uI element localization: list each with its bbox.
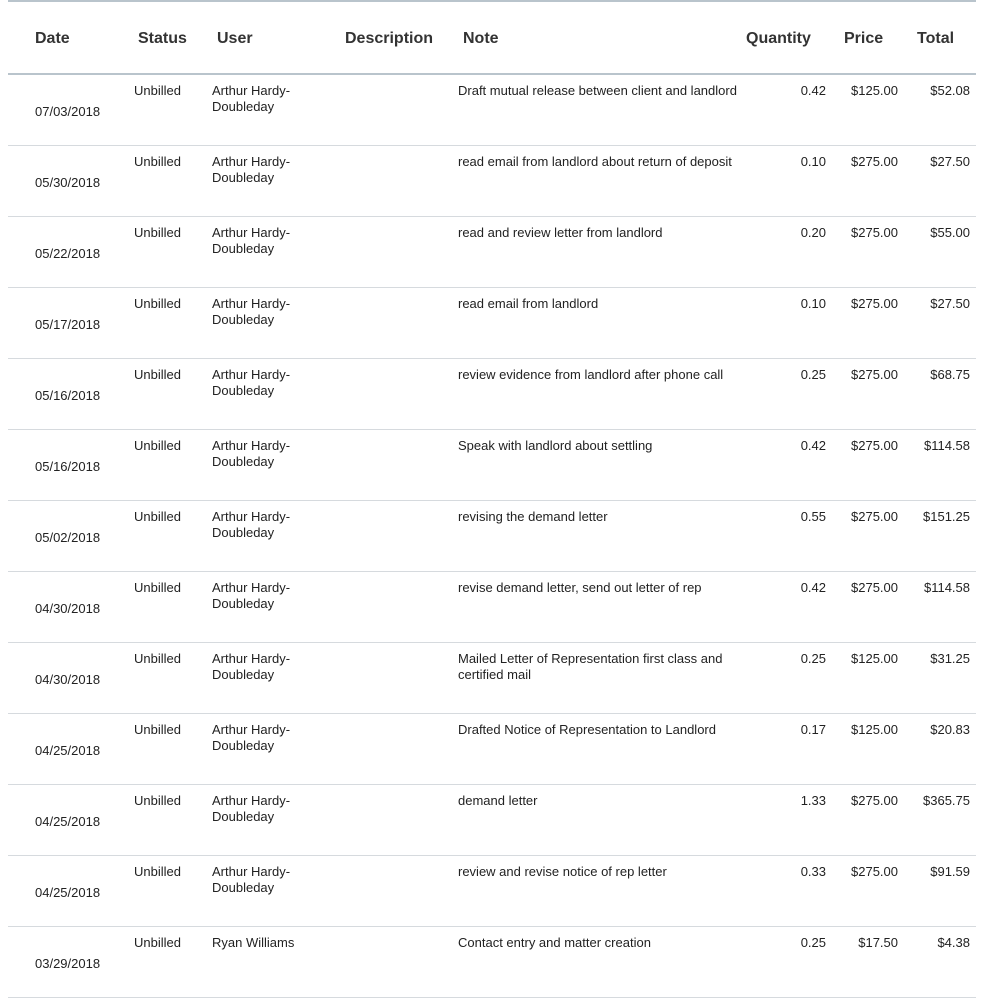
cell-total: $20.83 (930, 722, 970, 737)
cell-status: Unbilled (134, 793, 181, 808)
cell-user: Arthur Hardy-Doubleday (212, 722, 291, 753)
cell-price: $17.50 (858, 935, 898, 950)
cell-price: $275.00 (851, 580, 898, 595)
cell-note: Speak with landlord about settling (458, 438, 653, 453)
cell-note: revising the demand letter (458, 509, 608, 524)
table-row[interactable] (8, 288, 976, 359)
cell-quantity: 0.25 (800, 935, 826, 950)
cell-price: $275.00 (851, 225, 898, 240)
cell-note: Mailed Letter of Representation first class and certified mail (458, 651, 723, 682)
cell-status: Unbilled (134, 296, 181, 311)
cell-user: Arthur Hardy-Doubleday (212, 367, 291, 398)
cell-total: $114.58 (923, 438, 970, 453)
cell-quantity: 0.25 (800, 651, 826, 666)
table-row[interactable] (8, 643, 976, 714)
cell-user: Arthur Hardy-Doubleday (212, 651, 291, 682)
cell-quantity: 0.17 (800, 722, 826, 737)
cell-note: read email from landlord about return of deposit (458, 154, 732, 169)
cell-status: Unbilled (134, 438, 181, 453)
table-row[interactable] (8, 856, 976, 927)
cell-total: $151.25 (923, 509, 970, 524)
table-row[interactable] (8, 217, 976, 288)
cell-status: Unbilled (134, 83, 181, 98)
cell-total: $31.25 (930, 651, 970, 666)
cell-quantity: 0.42 (800, 438, 826, 453)
cell-date: 04/25/2018 (35, 885, 101, 900)
cell-note: revise demand letter, send out letter of rep (458, 580, 702, 595)
cell-status: Unbilled (134, 864, 181, 879)
cell-note: read email from landlord (458, 296, 599, 311)
cell-price: $275.00 (851, 793, 898, 808)
column-header-price[interactable]: Price (844, 30, 884, 47)
cell-user: Arthur Hardy-Doubleday (212, 864, 291, 895)
cell-user: Arthur Hardy-Doubleday (212, 580, 291, 611)
column-header-quantity[interactable]: Quantity (746, 30, 811, 47)
column-header-date[interactable]: Date (35, 30, 70, 47)
cell-date: 07/03/2018 (35, 104, 101, 119)
cell-date: 03/29/2018 (35, 956, 101, 971)
cell-date: 04/25/2018 (35, 743, 101, 758)
cell-user: Ryan Williams (212, 935, 295, 950)
cell-status: Unbilled (134, 722, 181, 737)
cell-price: $125.00 (851, 651, 898, 666)
cell-status: Unbilled (134, 509, 181, 524)
table-header (8, 2, 976, 75)
cell-quantity: 0.25 (800, 367, 826, 382)
table-body (8, 75, 976, 998)
cell-status: Unbilled (134, 367, 181, 382)
cell-date: 04/30/2018 (35, 601, 101, 616)
cell-quantity: 0.10 (800, 154, 826, 169)
cell-date: 05/17/2018 (35, 317, 101, 332)
column-header-total[interactable]: Total (917, 30, 955, 47)
cell-user: Arthur Hardy-Doubleday (212, 438, 291, 469)
cell-status: Unbilled (134, 935, 181, 950)
cell-price: $275.00 (851, 864, 898, 879)
cell-total: $4.38 (937, 935, 970, 950)
cell-total: $27.50 (930, 154, 970, 169)
cell-user: Arthur Hardy-Doubleday (212, 296, 291, 327)
cell-quantity: 0.42 (800, 83, 826, 98)
cell-price: $275.00 (851, 509, 898, 524)
cell-note: demand letter (458, 793, 538, 808)
table-row[interactable] (8, 785, 976, 856)
table-row[interactable] (8, 501, 976, 572)
cell-price: $275.00 (851, 367, 898, 382)
cell-note: review evidence from landlord after phone call (458, 367, 724, 382)
cell-note: review and revise notice of rep letter (458, 864, 667, 879)
cell-date: 05/02/2018 (35, 530, 101, 545)
cell-user: Arthur Hardy-Doubleday (212, 83, 291, 114)
table-row[interactable] (8, 430, 976, 501)
cell-total: $91.59 (930, 864, 970, 879)
cell-total: $365.75 (923, 793, 970, 808)
cell-status: Unbilled (134, 154, 181, 169)
cell-user: Arthur Hardy-Doubleday (212, 225, 291, 256)
cell-date: 05/16/2018 (35, 459, 101, 474)
cell-status: Unbilled (134, 651, 181, 666)
table-row[interactable] (8, 146, 976, 217)
cell-note: Drafted Notice of Representation to Landlord (458, 722, 716, 737)
cell-user: Arthur Hardy-Doubleday (212, 793, 291, 824)
cell-price: $275.00 (851, 154, 898, 169)
cell-note: read and review letter from landlord (458, 225, 663, 240)
cell-status: Unbilled (134, 225, 181, 240)
table-row[interactable] (8, 927, 976, 998)
cell-price: $275.00 (851, 438, 898, 453)
cell-quantity: 1.33 (800, 793, 826, 808)
column-header-status[interactable]: Status (138, 30, 187, 47)
cell-status: Unbilled (134, 580, 181, 595)
cell-date: 05/30/2018 (35, 175, 101, 190)
cell-quantity: 0.42 (800, 580, 826, 595)
cell-user: Arthur Hardy-Doubleday (212, 154, 291, 185)
cell-quantity: 0.20 (800, 225, 826, 240)
table-row[interactable] (8, 75, 976, 146)
cell-total: $27.50 (930, 296, 970, 311)
table-row[interactable] (8, 714, 976, 785)
cell-total: $52.08 (930, 83, 970, 98)
cell-quantity: 0.55 (800, 509, 826, 524)
cell-date: 05/22/2018 (35, 246, 101, 261)
cell-note: Contact entry and matter creation (458, 935, 651, 950)
column-header-description[interactable]: Description (345, 30, 434, 47)
cell-price: $125.00 (851, 83, 898, 98)
column-header-user[interactable]: User (217, 30, 253, 47)
column-header-note[interactable]: Note (463, 30, 499, 47)
table-row[interactable] (8, 572, 976, 643)
cell-note: Draft mutual release between client and landlord (458, 83, 737, 98)
cell-total: $55.00 (930, 225, 970, 240)
cell-date: 05/16/2018 (35, 388, 101, 403)
table-row[interactable] (8, 359, 976, 430)
cell-price: $125.00 (851, 722, 898, 737)
cell-date: 04/25/2018 (35, 814, 101, 829)
cell-quantity: 0.10 (800, 296, 826, 311)
cell-price: $275.00 (851, 296, 898, 311)
cell-date: 04/30/2018 (35, 672, 101, 687)
cell-total: $68.75 (930, 367, 970, 382)
cell-quantity: 0.33 (800, 864, 826, 879)
cell-total: $114.58 (923, 580, 970, 595)
cell-user: Arthur Hardy-Doubleday (212, 509, 291, 540)
